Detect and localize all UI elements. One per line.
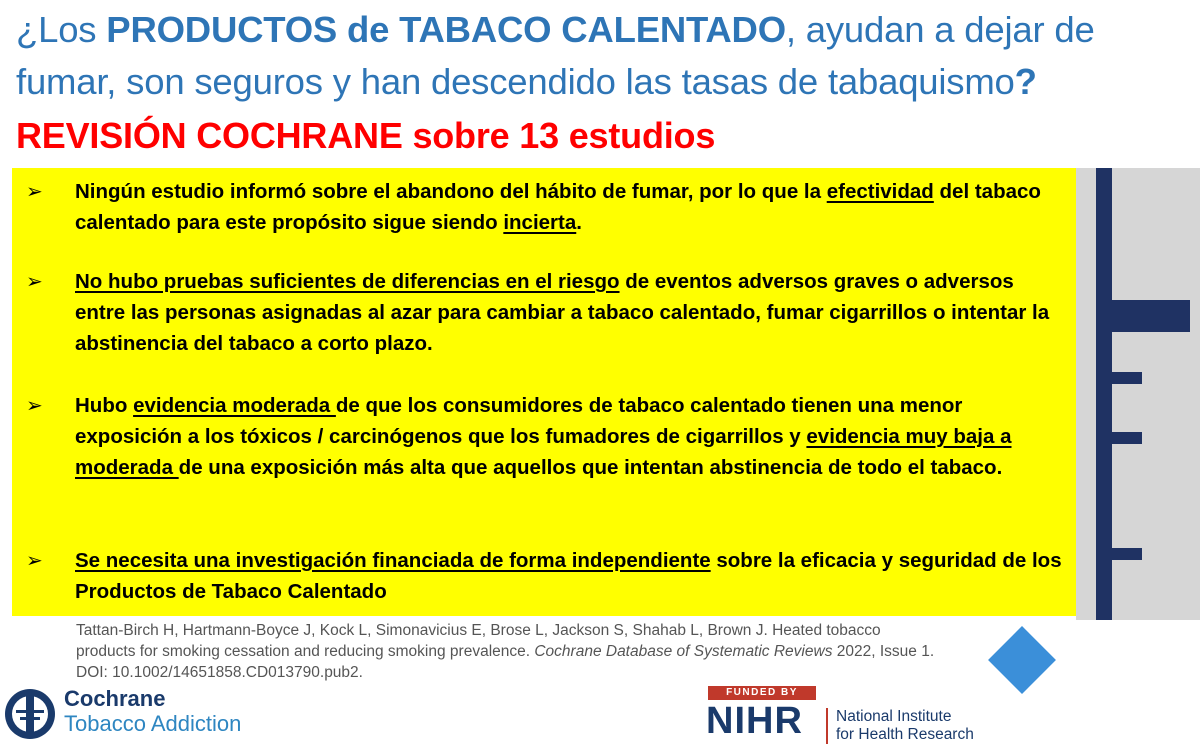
title-line-1: [16, 8, 1095, 52]
cochrane-name: Cochrane: [64, 686, 166, 711]
nihr-divider: [826, 708, 828, 744]
title-text: ¿Los: [16, 9, 107, 50]
title-header: [0, 0, 1182, 168]
title-line-2: [16, 60, 1037, 104]
finding-text: Hubo evidencia moderada de que los consumidores de tabaco calentado tienen una menor exposición a los tóxicos / carcinógenos que los fumadores de cigarrillos y evidencia muy baja a moderada de una exposición más alta que aquellos que intentan abstinencia de todo el tabaco.: [75, 394, 1012, 479]
title-emphasis: PRODUCTOS de TABACO CALENTADO: [106, 9, 786, 50]
nihr-full-name: for Health Research: [836, 726, 974, 743]
cochrane-logo-icon: [2, 686, 58, 742]
decorative-navy-bar: [1112, 432, 1142, 444]
title-text: , ayudan a dejar de: [785, 9, 1095, 50]
finding-text: Se necesita una investigación financiada de forma independiente sobre la eficacia y seguridad de los Productos de Tabaco Calentado: [75, 549, 1062, 603]
arrow-bullet-icon: ➢: [26, 548, 43, 572]
decorative-navy-bar: [1112, 372, 1142, 384]
decorative-navy-bar: [1096, 168, 1112, 620]
subtitle: REVISIÓN COCHRANE sobre 13 estudios: [16, 115, 716, 156]
nihr-logo: NIHR: [706, 700, 803, 742]
finding-text: No hubo pruebas suficientes de diferencias en el riesgo de eventos adversos graves o adversos entre las personas asignadas al azar para cambiar a tabaco calentado, fumar cigarrillos o intentar la abstinencia del tabaco a corto plazo.: [75, 270, 1050, 355]
question-mark: ?: [1014, 61, 1037, 102]
findings-box: [12, 168, 1076, 616]
arrow-bullet-icon: ➢: [26, 179, 43, 203]
arrow-bullet-icon: ➢: [26, 393, 43, 417]
decorative-navy-bar: [1112, 548, 1142, 560]
cochrane-group: Tobacco Addiction: [64, 711, 242, 736]
finding-text: Ningún estudio informó sobre el abandono del hábito de fumar, por lo que la efectividad del tabaco calentado para este propósito sigue siendo incierta.: [75, 180, 1041, 234]
decorative-navy-bar: [1112, 300, 1190, 332]
title-text: fumar, son seguros y han descendido las tasas de tabaquismo: [16, 61, 1015, 102]
nihr-full-name: National Institute: [836, 708, 952, 725]
diamond-logo-icon: [988, 626, 1056, 694]
citation: Tattan-Birch H, Hartmann-Boyce J, Kock L, Simonavicius E, Brose L, Jackson S, Shahab L, Brown J. Heated tobacco products for smoking cessation and reducing smoking prevalence. Cochrane Database of Systematic Reviews 2022, Issue 1. DOI: 10.1002/14651858.CD013790.pub2.: [76, 622, 935, 681]
funded-by-label: FUNDED BY: [708, 686, 816, 700]
arrow-bullet-icon: ➢: [26, 269, 43, 293]
